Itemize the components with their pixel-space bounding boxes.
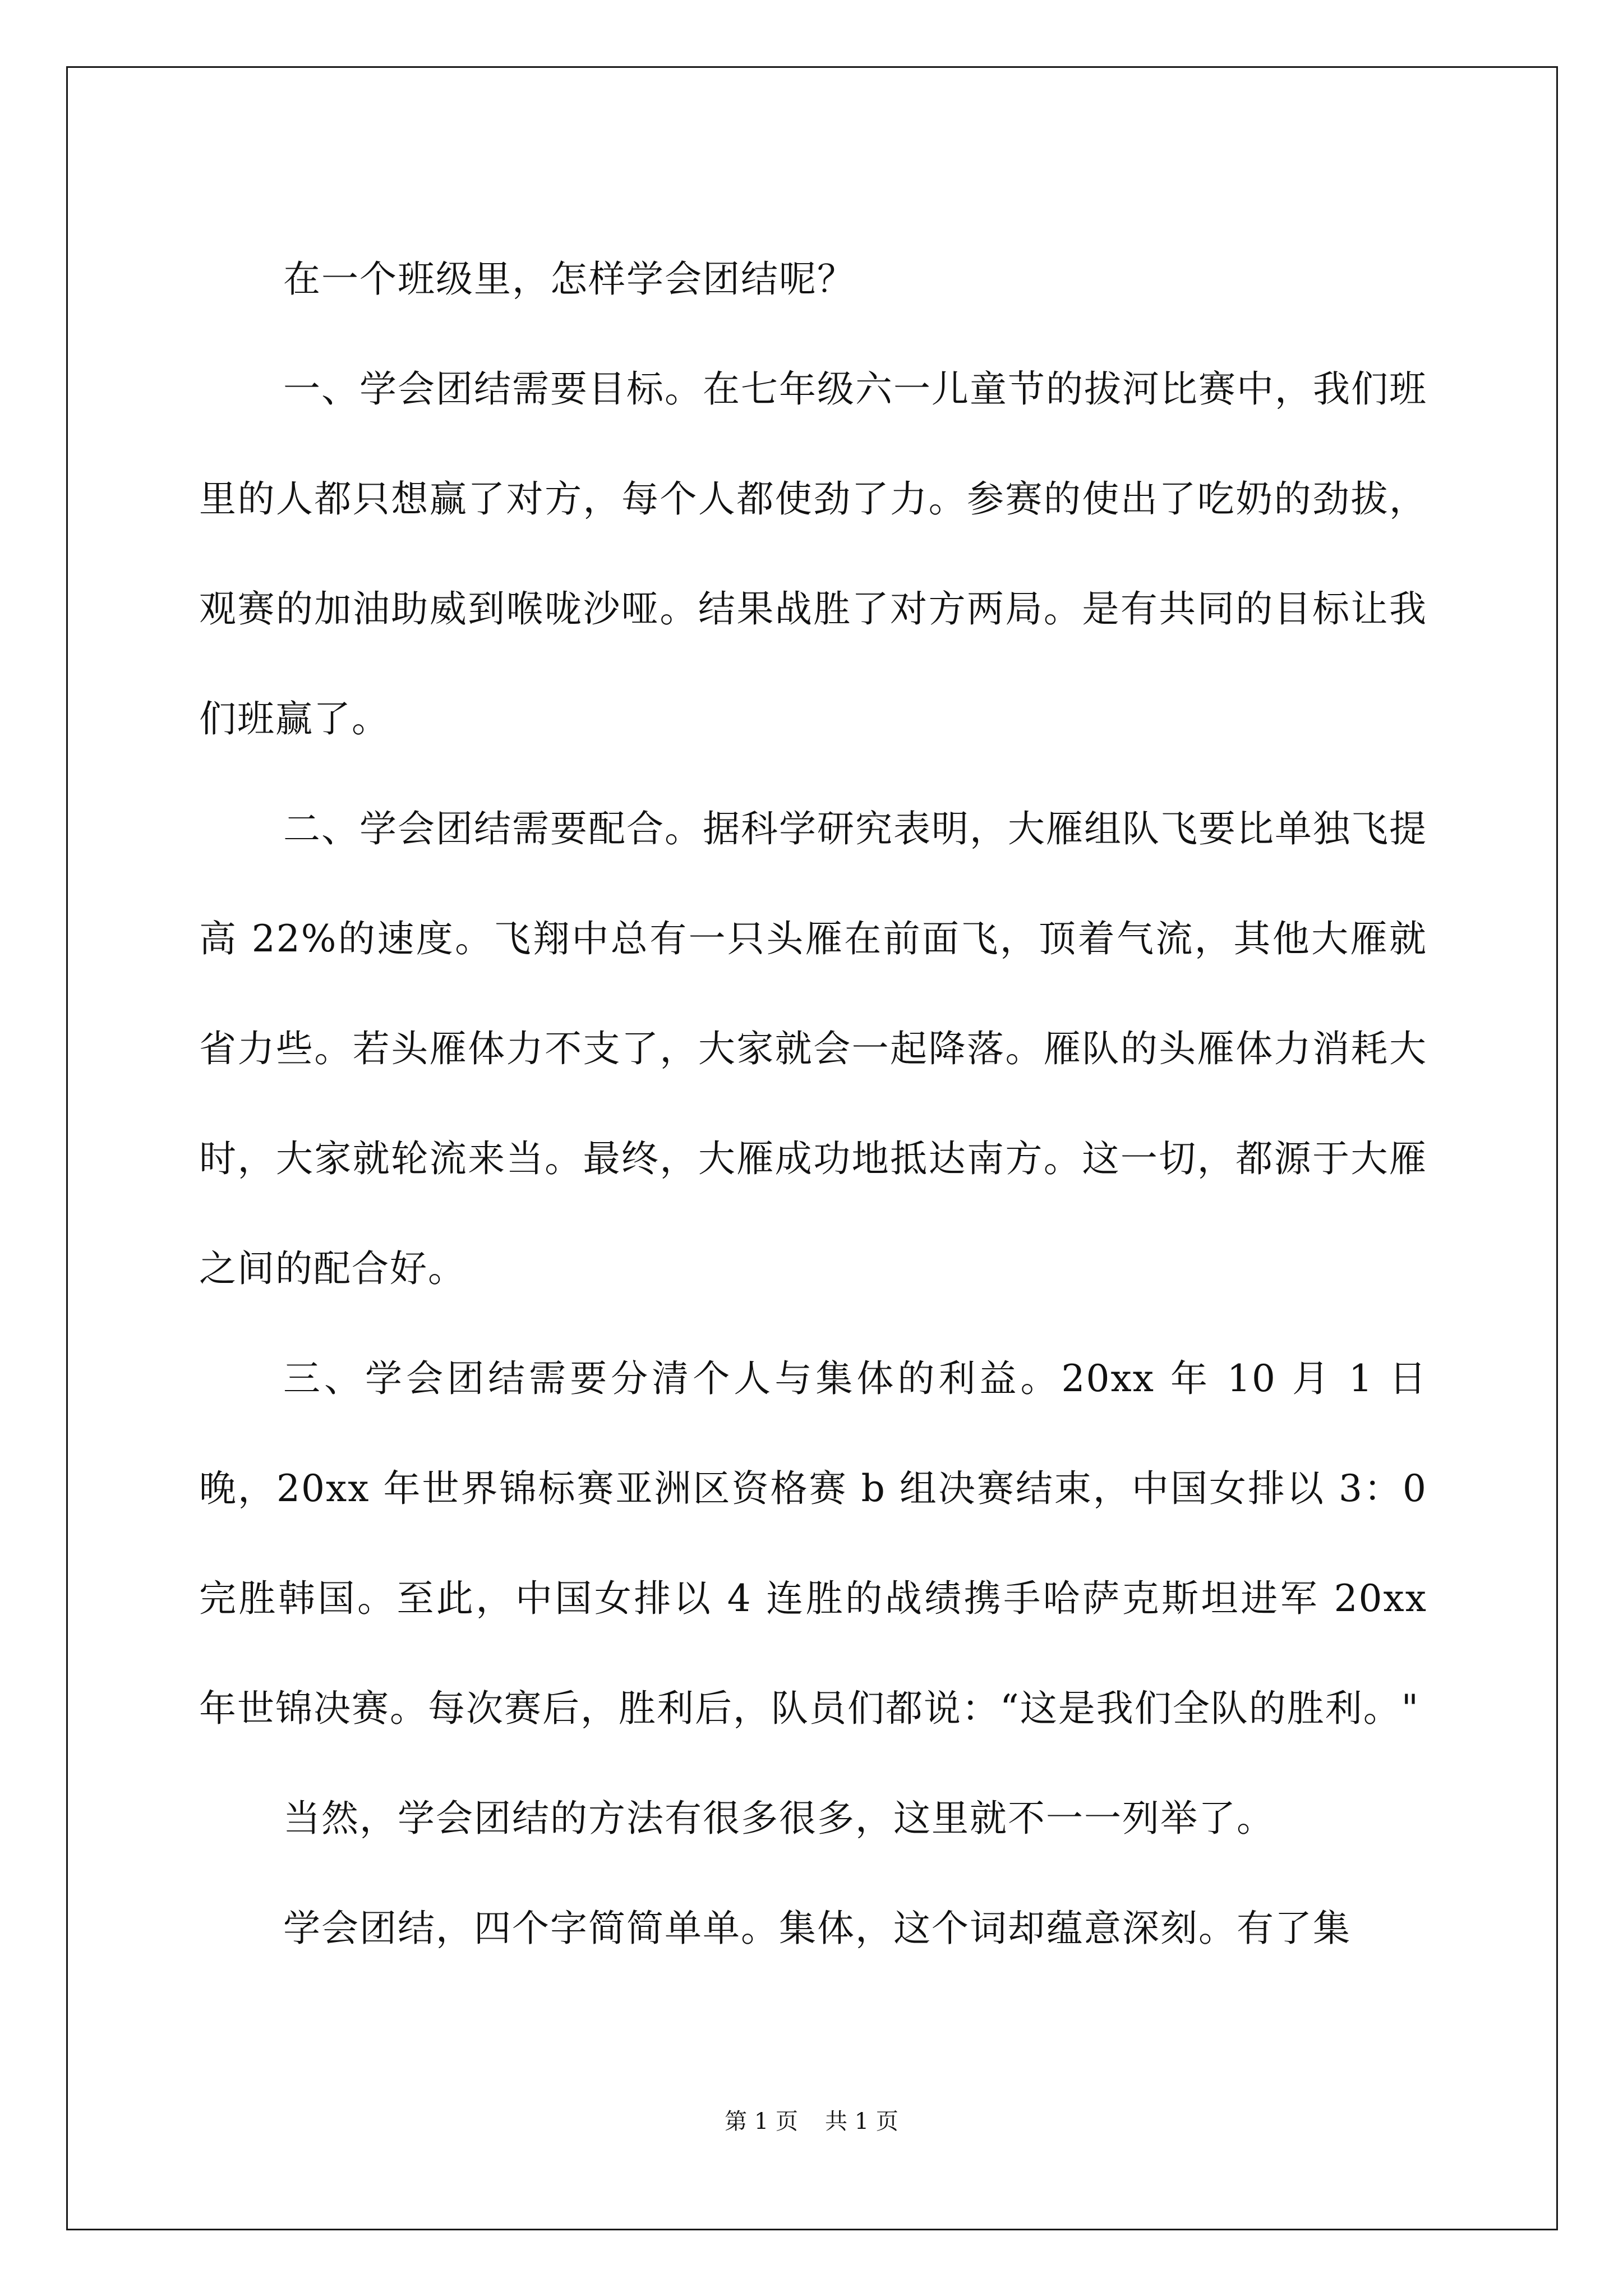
paragraph-intro-question: 在一个班级里，怎样学会团结呢？ — [283, 257, 855, 301]
paragraph-many-methods: 当然，学会团结的方法有很多很多，这里就不一一列举了。 — [283, 1797, 1275, 1840]
paragraph-cooperation: 二、学会团结需要配合。据科学研究表明，大雁组队飞要比单独飞提高 22%的速度。飞翔中总有一只头雁在前面飞，顶着气流，其他大雁就省力些。若头雁体力不支了，大家就会一起降落。雁队的头雁体力消耗大时，大家就轮流来当。最终，大雁成功地抵达南方。这一切，都源于大雁之间的配合好。 — [199, 807, 1427, 1290]
paragraph-goal: 一、学会团结需要目标。在七年级六一儿童节的拔河比赛中，我们班里的人都只想赢了对方，每个人都使劲了力。参赛的使出了吃奶的劲拔，观赛的加油助威到喉咙沙哑。结果战胜了对方两局。是有共同的目标让我们班赢了。 — [199, 367, 1427, 740]
page-number-total: 共 1 页 — [825, 2109, 898, 2134]
paragraph-conclusion: 学会团结，四个字简简单单。集体，这个词却蕴意深刻。有了集 — [283, 1907, 1351, 1950]
page-number-current: 第 1 页 — [725, 2109, 798, 2134]
page-footer — [0, 2105, 1623, 2138]
paragraph-collective-interest: 三、学会团结需要分清个人与集体的利益。20xx 年 10 月 1 日晚，20xx 年世界锦标赛亚洲区资格赛 b 组决赛结束，中国女排以 3：0 完胜韩国。至此，中国女排以 4 连胜的战绩携手哈萨克斯坦进军 20xx 年世锦决赛。每次赛后，胜利后，队员们都说：“这是我们全队的胜利。" — [199, 1357, 1427, 1730]
document-body — [199, 224, 1427, 1984]
